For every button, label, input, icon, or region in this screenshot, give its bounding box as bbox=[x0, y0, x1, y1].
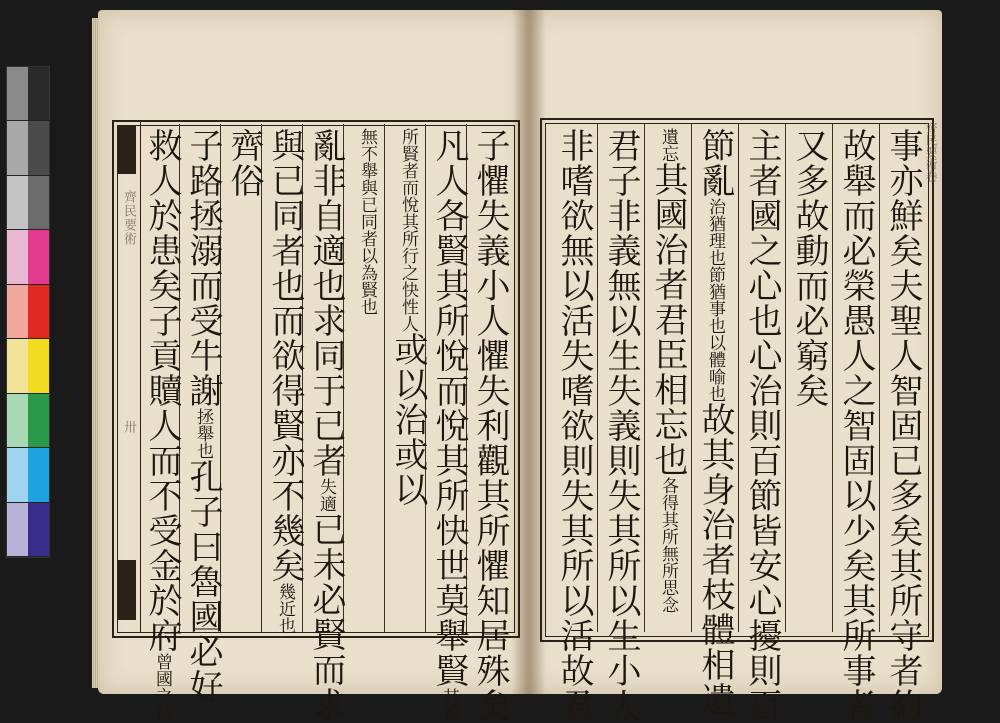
right-text-column bbox=[883, 128, 923, 723]
calibration-swatch bbox=[7, 448, 28, 502]
column-rule bbox=[785, 124, 786, 632]
right-text-column bbox=[554, 128, 594, 723]
left-text-column bbox=[347, 128, 387, 628]
right-text-column bbox=[742, 128, 782, 723]
main-text: 君子非義無以生失義則失其所以生小人 bbox=[601, 128, 641, 723]
column-rule bbox=[832, 124, 833, 632]
main-text: 主者國之心也心治則百節皆安心擾則百 bbox=[742, 128, 782, 723]
calibration-swatch bbox=[7, 121, 28, 175]
column-rule bbox=[691, 124, 692, 632]
fold-title: 齊民要術 bbox=[121, 190, 136, 246]
calibration-swatch bbox=[28, 121, 49, 175]
right-edge-title: 齊民要術卷 bbox=[924, 122, 938, 182]
right-text-column bbox=[601, 128, 641, 723]
main-text: 節亂 bbox=[695, 128, 735, 198]
left-text-column bbox=[183, 128, 223, 704]
right-text-column bbox=[789, 128, 829, 628]
column-rule bbox=[597, 124, 598, 632]
fold-fishtail-top bbox=[118, 126, 136, 174]
main-text: 其國治者君臣相忘也 bbox=[648, 162, 688, 477]
right-text-column bbox=[648, 128, 688, 628]
main-text: 亂非自適也求同于已者 bbox=[306, 128, 346, 478]
left-text-column bbox=[142, 128, 182, 721]
main-text: 故其身治者枝體相遺 bbox=[695, 402, 735, 717]
left-text-column bbox=[306, 128, 346, 722]
calibration-swatch bbox=[7, 67, 28, 121]
calibration-swatch bbox=[28, 503, 49, 557]
main-text: 子路拯溺而受牛謝 bbox=[183, 128, 223, 408]
calibration-swatch bbox=[28, 67, 49, 121]
main-text: 齊俗 bbox=[224, 128, 264, 198]
main-text: 故舉而必榮愚人之智固以少矣其所事者 bbox=[836, 128, 876, 723]
column-rule bbox=[879, 124, 880, 632]
commentary-note: 幾近也 bbox=[275, 583, 295, 634]
main-text: 已未必賢而求 bbox=[306, 512, 346, 722]
commentary-note: 所賢者而悅其所行之快性人 bbox=[398, 128, 418, 332]
calibration-swatch bbox=[7, 285, 28, 339]
main-text: 救人於患矣子貢贖人而不受金於府 bbox=[142, 128, 182, 653]
column-rule bbox=[738, 124, 739, 632]
calibration-swatch bbox=[28, 394, 49, 448]
commentary-note: 各得其所無所思念 bbox=[658, 477, 678, 613]
left-text-column bbox=[224, 128, 264, 628]
left-text-column bbox=[388, 128, 428, 628]
calibration-swatch bbox=[28, 339, 49, 393]
main-text: 又多故動而必窮矣 bbox=[789, 128, 829, 408]
main-text: 凡人各賢其所悅而悅其所快世莫舉賢 bbox=[429, 128, 469, 688]
commentary-note: 其悅 bbox=[439, 688, 459, 722]
fold-fishtail-bottom bbox=[118, 560, 136, 620]
fold-page-number: 卅 bbox=[121, 420, 136, 433]
column-rule bbox=[644, 124, 645, 632]
calibration-swatch bbox=[7, 394, 28, 448]
calibration-swatch bbox=[28, 285, 49, 339]
main-text: 事亦鮮矣夫聖人智固已多矣其所守者約 bbox=[883, 128, 923, 723]
left-text-column bbox=[470, 128, 510, 723]
main-text: 子懼失義小人懼失利觀其所懼知居殊矣 bbox=[470, 128, 510, 723]
calibration-swatch bbox=[7, 503, 28, 557]
commentary-note: 失適 bbox=[316, 478, 336, 512]
calibration-swatch bbox=[7, 230, 28, 284]
main-text: 與已同者也而欲得賢亦不幾矣 bbox=[265, 128, 305, 583]
commentary-note: 治猶理也節猶事也以體喻也 bbox=[705, 198, 725, 402]
main-text: 孔子曰魯國必好 bbox=[183, 459, 223, 704]
commentary-note: 無不舉與已同者以為賢也 bbox=[357, 128, 377, 315]
calibration-swatch bbox=[28, 448, 49, 502]
main-text: 非嗜欲無以活失嗜欲則失其所以活故君 bbox=[554, 128, 594, 723]
right-text-column bbox=[836, 128, 876, 723]
right-text-column bbox=[695, 128, 735, 717]
color-calibration-strip bbox=[6, 66, 50, 558]
main-text: 或以治或以 bbox=[388, 332, 428, 507]
commentary-note: 拯舉也 bbox=[193, 408, 213, 459]
left-text-column bbox=[429, 128, 469, 722]
left-text-column bbox=[265, 128, 305, 634]
calibration-swatch bbox=[28, 230, 49, 284]
calibration-swatch bbox=[28, 176, 49, 230]
calibration-swatch bbox=[7, 339, 28, 393]
commentary-note: 曾國之法 bbox=[152, 653, 172, 721]
commentary-note: 遺忘 bbox=[658, 128, 678, 162]
calibration-swatch bbox=[7, 176, 28, 230]
